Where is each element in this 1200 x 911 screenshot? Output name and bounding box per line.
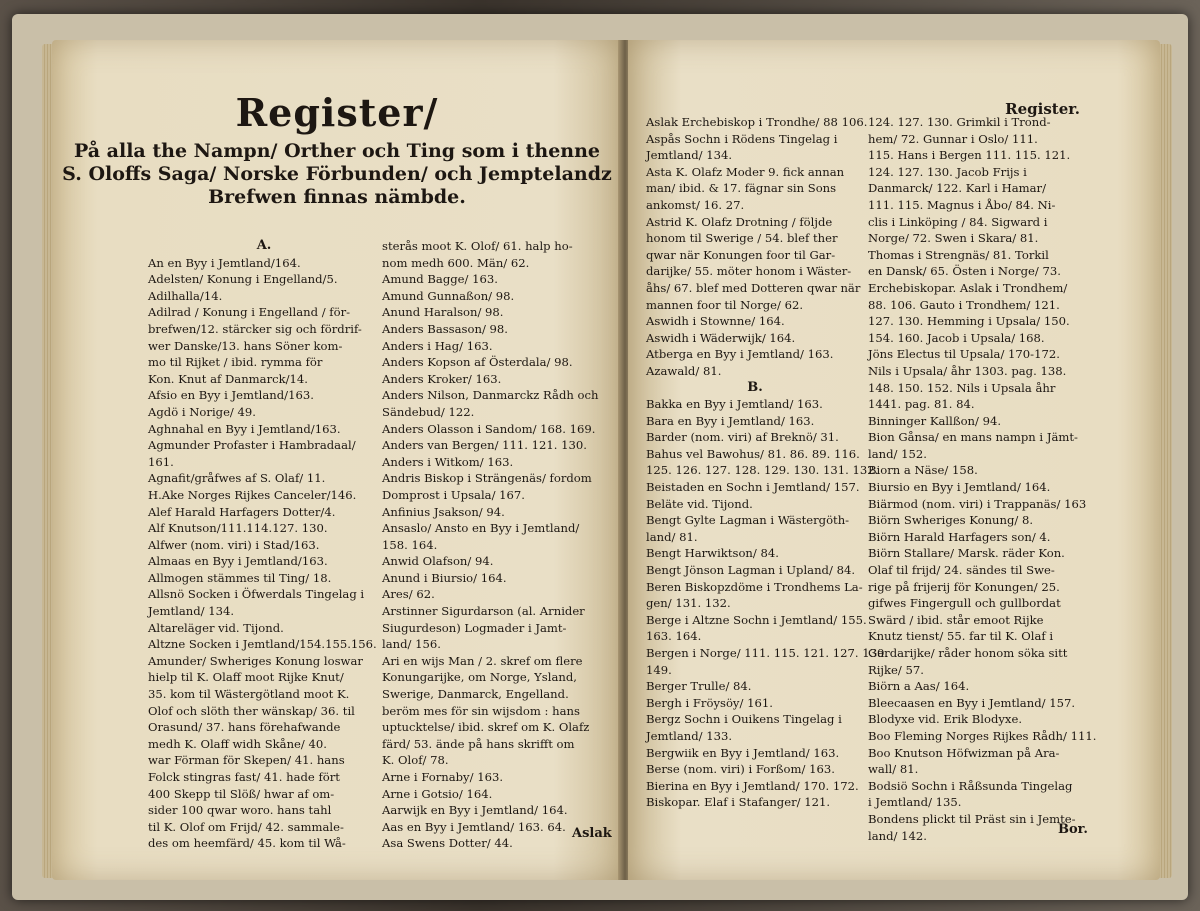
index-entry: Anders i Witkom/ 163. [382,454,514,469]
index-entry: Nils i Upsala/ åhr 1303. pag. 138. [868,363,1067,378]
register-subtitle: På alla the Nampn/ Orther och Ting som i thenne S. Oloffs Saga/ Norske Förbunden/ och Jemptelandz Brefwen finnas nämbde. [62,140,612,208]
index-entry: Anders Bassason/ 98. [382,321,508,336]
index-entry: färd/ 53. ände på hans skrifft om [382,736,575,751]
index-entry: Bierina en Byy i Jemtland/ 170. 172. [646,778,859,793]
index-entry: Domprost i Upsala/ 167. [382,487,525,502]
index-entry: Bahus vel Bawohus/ 81. 86. 89. 116. [646,446,860,461]
index-entry: Aspås Sochn i Rödens Tingelag i [646,131,838,146]
index-entry: Altareläger vid. Tijond. [148,620,284,635]
index-entry: Anders Kroker/ 163. [382,371,502,386]
index-entry: Beren Biskopzdöme i Trondhems La- [646,579,863,594]
index-entry: Biorn a Näse/ 158. [868,463,978,478]
index-entry: brefwen/12. stärcker sig och fördrif- [148,321,362,336]
index-entry: Astrid K. Olafz Drotning / följde [646,214,833,229]
index-entry: til K. Olof om Frijd/ 42. sammale- [148,819,344,834]
index-entry: Aswidh i Stownne/ 164. [646,314,785,329]
index-entry: Afsio en Byy i Jemtland/163. [148,388,314,403]
index-entry: Aarwijk en Byy i Jemtland/ 164. [382,803,568,818]
index-entry: Amund Gunnaßon/ 98. [382,288,515,303]
right-column-2 [868,114,1110,844]
index-entry: Jemtland/ 134. [646,148,733,163]
index-entry: wer Danske/13. hans Söner kom- [148,338,343,353]
index-entry: gen/ 131. 132. [646,596,731,611]
index-entry: land/ 142. [868,828,927,843]
index-entry: Bergwiik en Byy i Jemtland/ 163. [646,745,840,760]
index-entry: Allmogen stämmes til Ting/ 18. [148,570,332,585]
left-column-2 [382,238,622,852]
index-entry: Boo Fleming Norges Rijkes Rådh/ 111. [868,728,1097,743]
index-entry: Knutz tienst/ 55. far til K. Olaf i [868,629,1054,644]
index-entry: Biörn Stallare/ Marsk. räder Kon. [868,546,1065,561]
index-entry: Bergen i Norge/ 111. 115. 121. 127. 130. [646,646,889,660]
index-entry: Berse (nom. viri) i Forßom/ 163. [646,762,835,777]
index-entry: 161. [148,454,174,469]
index-entry: Anders Nilson, Danmarckz Rådh och [382,388,599,403]
index-entry: rige på frijerij för Konungen/ 25. [868,579,1060,594]
index-entry: Bondens plickt til Präst sin i Jemte- [868,811,1076,826]
index-entry: hielp til K. Olaff moot Rijke Knut/ [148,670,344,685]
index-entry: Andris Biskop i Strängenäs/ fordom [382,471,592,486]
index-entry: 148. 150. 152. Nils i Upsala åhr [868,380,1056,395]
index-entry: Biursio en Byy i Jemtland/ 164. [868,480,1051,495]
index-entry: Jöns Electus til Upsala/ 170-172. [868,347,1060,362]
index-entry: Anders van Bergen/ 111. 121. 130. [382,438,587,453]
index-entry: Kon. Knut af Danmarck/14. [148,371,308,386]
index-entry: nom medh 600. Män/ 62. [382,255,530,270]
index-entry: Anders Kopson af Österdala/ 98. [382,355,573,370]
index-entry: Bengt Gylte Lagman i Wästergöth- [646,513,850,528]
index-entry: Blodyxe vid. Erik Blodyxe. [868,712,1023,727]
index-entry: Arne i Fornaby/ 163. [382,770,504,784]
index-entry: Swerige, Danmarck, Engelland. [382,687,569,702]
index-entry: Adilhalla/14. [148,288,223,303]
index-entry: Agnafit/gråfwes af S. Olaf/ 11. [148,471,326,486]
index-entry: Aas en Byy i Jemtland/ 163. 64. [382,819,566,834]
index-entry: Biörn Swheriges Konung/ 8. [868,513,1034,528]
index-entry: medh K. Olaff widh Skåne/ 40. [148,736,327,751]
index-entry: wall/ 81. [868,762,919,777]
index-entry: Norge/ 72. Swen i Skara/ 81. [868,231,1039,246]
register-title: Register/ [235,90,439,135]
index-entry: Anfinius Jsakson/ 94. [382,504,505,519]
index-entry: mo til Rijket / ibid. rymma för [148,355,323,370]
index-entry: Bion Gånsa/ en mans nampn i Jämt- [868,430,1078,445]
index-entry: sterås moot K. Olof/ 61. halp ho- [382,239,573,253]
index-entry: Danmarck/ 122. Karl i Hamar/ [868,181,1047,196]
left-catchword: Aslak [572,826,612,841]
index-entry: Asta K. Olafz Moder 9. fick annan [646,164,845,179]
left-column-1 [148,238,380,852]
index-entry: Anders Olasson i Sandom/ 168. 169. [382,421,596,436]
index-entry: Bengt Jönson Lagman i Upland/ 84. [646,563,856,578]
index-entry: Aghnahal en Byy i Jemtland/163. [148,421,341,436]
index-entry: Amund Bagge/ 163. [382,272,498,287]
index-entry: 400 Skepp til Slöß/ hwar af om- [148,786,335,801]
index-entry: 115. Hans i Bergen 111. 115. 121. [868,148,1071,163]
index-entry: K. Olof/ 78. [382,753,449,768]
index-entry: Beläte vid. Tijond. [646,496,753,511]
index-entry: 1441. pag. 81. 84. [868,397,975,412]
index-entry: land/ 152. [868,446,927,461]
index-entry: Sändebud/ 122. [382,404,475,419]
index-entry: sider 100 qwar woro. hans tahl [148,803,332,818]
index-entry: Biörn a Aas/ 164. [868,679,970,694]
index-entry: 124. 127. 130. Jacob Frijs i [868,164,1027,179]
index-entry: Olaf til frijd/ 24. sändes til Swe- [868,563,1055,578]
index-entry: 35. kom til Wästergötland moot K. [148,687,350,702]
index-entry: ankomst/ 16. 27. [646,197,745,212]
index-entry: Biörn Harald Harfagers son/ 4. [868,529,1051,544]
left-page [52,40,622,880]
index-entry: darijke/ 55. möter honom i Wäster- [646,264,852,279]
index-entry: Bengt Harwiktson/ 84. [646,546,779,561]
index-entry: Jemtland/ 133. [646,728,733,743]
index-entry: Bergh i Fröysöy/ 161. [646,695,773,710]
index-entry: Anund Haralson/ 98. [382,305,504,320]
index-entry: 88. 106. Gauto i Trondhem/ 121. [868,297,1060,312]
section-letter: A. [256,238,272,253]
index-entry: 163. 164. [646,629,702,644]
index-entry: Bodsiö Sochn i Råßsunda Tingelag [868,778,1073,793]
index-entry: Agdö i Norige/ 49. [148,404,256,419]
right-page [628,40,1160,880]
index-entry: Azawald/ 81. [646,363,722,378]
index-entry: 149. [646,662,672,677]
section-letter: B. [747,379,763,395]
index-entry: Berger Trulle/ 84. [646,679,752,694]
index-entry: Orasund/ 37. hans förehafwande [148,720,341,735]
index-entry: Arstinner Sigurdarson (al. Arnider [382,604,585,619]
index-entry: 158. 164. [382,537,438,552]
index-entry: Rijke/ 57. [868,662,924,677]
index-entry: Ansaslo/ Ansto en Byy i Jemtland/ [382,521,580,536]
index-entry: land/ 156. [382,637,441,652]
index-entry: Arne i Gotsio/ 164. [382,786,493,801]
index-entry: Erchebiskopar. Aslak i Trondhem/ [868,280,1068,295]
index-entry: Adilrad / Konung i Engelland / för- [148,305,351,320]
index-entry: Folck stingras fast/ 41. hade fört [148,770,340,784]
index-entry: uptucktelse/ ibid. skref om K. Olafz [382,720,590,735]
index-entry: Alfwer (nom. viri) i Stad/163. [148,537,320,552]
index-entry: Jemtland/ 134. [148,604,235,619]
right-catchword: Bor. [1058,822,1088,837]
index-entry: Ari en wijs Man / 2. skref om flere [382,653,583,668]
index-entry: Aslak Erchebiskop i Trondhe/ 88 106. [646,115,868,129]
index-entry: beröm mes för sin wijsdom : hans [382,703,580,718]
right-column-1 [646,114,889,811]
index-entry: honom til Swerige / 54. blef ther [646,231,838,246]
index-entry: Agmunder Profaster i Hambradaal/ [148,438,356,453]
index-entry: 127. 130. Hemming i Upsala/ 150. [868,314,1070,329]
index-entry: Boo Knutson Höfwizman på Ara- [868,745,1060,760]
index-entry: Almaas en Byy i Jemtland/163. [148,554,328,569]
index-entry: Bergz Sochn i Ouikens Tingelag i [646,712,842,727]
index-entry: Thomas i Strengnäs/ 81. Torkil [868,247,1049,262]
index-entry: war Förman för Skepen/ 41. hans [148,753,345,768]
index-entry: i Jemtland/ 135. [868,795,962,810]
index-entry: 154. 160. Jacob i Upsala/ 168. [868,330,1045,345]
index-entry: Berge i Altzne Sochn i Jemtland/ 155. [646,612,867,627]
index-entry: Aswidh i Wäderwijk/ 164. [646,330,796,345]
index-entry: Anders i Hag/ 163. [382,338,493,353]
index-entry: Siugurdeson) Logmader i Jamt- [382,620,567,635]
index-entry: Bakka en Byy i Jemtland/ 163. [646,397,823,412]
index-entry: hem/ 72. Gunnar i Oslo/ 111. [868,131,1038,146]
index-entry: Bara en Byy i Jemtland/ 163. [646,413,815,428]
index-entry: Biärmod (nom. viri) i Trappanäs/ 163 [868,496,1087,511]
index-entry: Beistaden en Sochn i Jemtland/ 157. [646,480,860,495]
index-entry: Anwid Olafson/ 94. [382,554,494,569]
index-entry: Konungarijke, om Norge, Ysland, [382,670,577,685]
index-entry: mannen foor til Norge/ 62. [646,297,804,312]
index-entry: gifwes Fingergull och gullbordat [868,596,1061,611]
index-entry: clis i Linköping / 84. Sigward i [868,214,1048,229]
index-entry: Biskopar. Elaf i Stafanger/ 121. [646,795,831,810]
open-book [12,14,1188,900]
index-entry: 124. 127. 130. Grimkil i Trond- [868,115,1051,129]
index-entry: Anund i Biursio/ 164. [382,570,507,585]
index-entry: Allsnö Socken i Öfwerdals Tingelag i [148,587,365,602]
index-entry: Olof och slöth ther wänskap/ 36. til [148,703,355,718]
index-entry: 111. 115. Magnus i Åbo/ 84. Ni- [868,197,1056,212]
index-entry: 125. 126. 127. 128. 129. 130. 131. 132. [646,463,879,478]
index-entry: Atberga en Byy i Jemtland/ 163. [646,347,834,362]
index-entry: H.Ake Norges Rijkes Canceler/146. [148,487,357,502]
index-entry: Barder (nom. viri) af Breknö/ 31. [646,430,839,445]
index-entry: Adelsten/ Konung i Engelland/5. [148,272,338,287]
index-entry: man/ ibid. & 17. fägnar sin Sons [646,181,837,196]
index-entry: Swärd / ibid. står emoot Rijke [868,612,1044,627]
index-entry: Alf Knutson/111.114.127. 130. [148,521,328,536]
index-entry: en Dansk/ 65. Östen i Norge/ 73. [868,264,1061,279]
index-entry: Alef Harald Harfagers Dotter/4. [148,504,336,519]
index-entry: land/ 81. [646,529,698,544]
index-entry: qwar när Konungen foor til Gar- [646,247,836,262]
index-entry: des om heemfärd/ 45. kom til Wå- [148,836,346,851]
index-entry: Amunder/ Swheriges Konung loswar [148,653,363,668]
running-head: Register. [1005,100,1080,118]
index-entry: Ares/ 62. [382,587,435,602]
index-entry: Altzne Socken i Jemtland/154.155.156. [148,637,377,652]
index-entry: åhs/ 67. blef med Dotteren qwar när [646,280,861,295]
index-entry: Asa Swens Dotter/ 44. [382,836,513,851]
index-entry: Bleecaasen en Byy i Jemtland/ 157. [868,695,1076,710]
index-entry: Binninger Kallßon/ 94. [868,413,1002,428]
index-entry: An en Byy i Jemtland/164. [148,255,301,270]
index-entry: Gardarijke/ råder honom söka sitt [868,646,1068,660]
